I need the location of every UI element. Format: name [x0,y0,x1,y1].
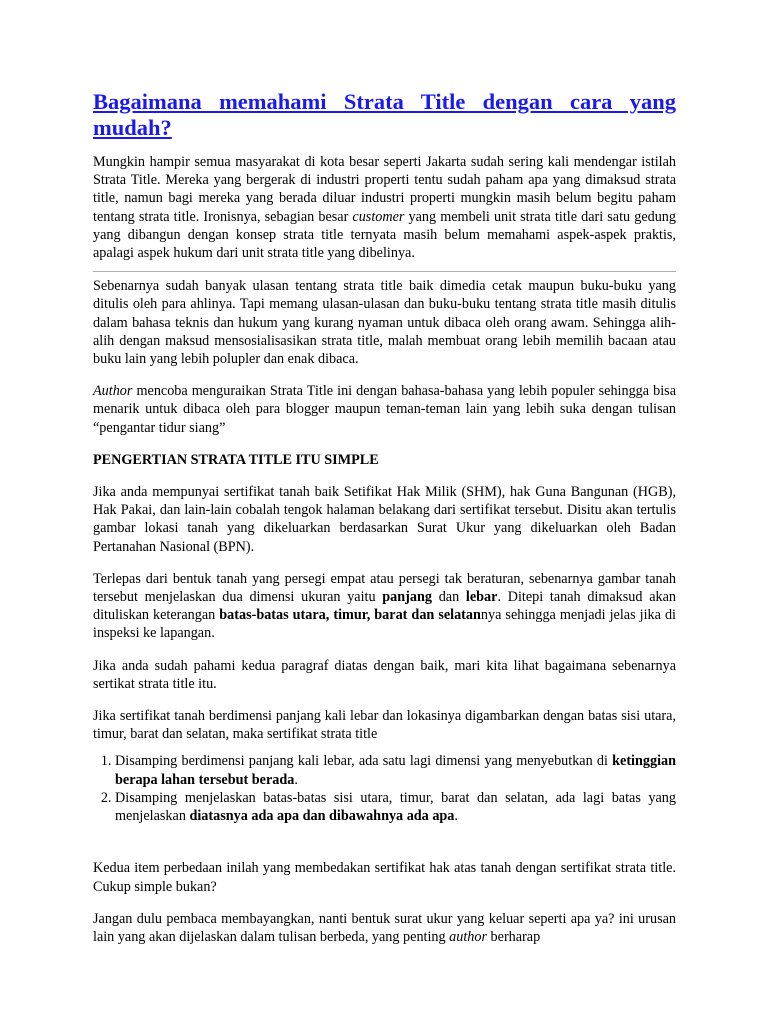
list-item-bold: ketinggian berapa lahan tersebut berada [115,753,676,788]
dimensions-text-b: dan [431,589,466,606]
intro-paragraph [93,153,676,262]
list-item [115,789,676,825]
paragraph-certificate: Jika anda mempunyai sertifikat tanah baik Setifikat Hak Milik (SHM), hak Guna Bangunan (HGB), Hak Pakai, dan lain-lain cobalah tengok halaman belakang dari sertifikat tersebut. Disitu akan tertulis gambar lokasi tanah yang dikeluarkan berdasarkan Surat Ukur yang dikeluarkan oleh Badan Pertanahan Nasional (BPN). [93,484,676,555]
list-item-end: . [294,771,298,788]
intro-text-b: yang membeli unit strata title dari satu gedung yang dibangun dengan konsep strata title ternyata masih belum memahami aspek-aspek praktis, apalagi aspek hukum dari unit strata title yang dibelinya. [93,208,676,262]
bold-panjang: panjang [382,589,432,606]
list-item-text: Disamping menjelaskan batas-batas sisi utara, timur, barat dan selatan, ada lagi batas yang menjelaskan [115,789,676,825]
paragraph-understand: Jika anda sudah pahami kedua paragraf diatas dengan baik, mari kita lihat bagaimana sebenarnya sertikat strata title itu. [93,657,676,692]
paragraph-author [93,382,676,437]
difference-list [93,752,676,825]
intro-text-a: Mungkin hampir semua masyarakat di kota besar seperti Jakarta sudah sering kali mendengar istilah Strata Title. Mereka yang bergerak di industri properti tentu sudah paham apa yang dimaksud strata title, namun bagi mereka yang berada diluar industri properti mungkin masih belum begitu paham tentang strata title. Ironisnya, sebagian besar [93,154,676,225]
closing-text-b: berharap [487,928,541,945]
intro-emphasis-customer: customer [352,208,405,225]
section-heading: PENGERTIAN STRATA TITLE ITU SIMPLE [93,451,379,468]
bold-lebar: lebar [465,589,498,606]
closing-text-a: Jangan dulu pembaca membayangkan, nanti bentuk surat ukur yang keluar seperti apa ya? ini urusan lain yang akan dijelaskan dalam tulisan berbeda, yang penting [93,910,676,945]
closing-emphasis-author: author [449,928,487,945]
paragraph-dimensions [93,570,676,643]
document-page [93,89,676,946]
divider-line [93,271,676,272]
article-title-link[interactable]: Bagaimana memahami Strata Title dengan cara yang mudah? [93,89,676,140]
bold-batas: batas-batas utara, timur, barat dan selatan [219,607,481,624]
dimensions-text-a: Terlepas dari bentuk tanah yang persegi empat atau persegi tak beraturan, sebenarnya gambar tanah tersebut menjelaskan dua dimensi ukuran yaitu [93,570,676,606]
list-item-text: Disamping berdimensi panjang kali lebar, ada satu lagi dimensi yang menyebutkan di [115,753,613,770]
paragraph-closing [93,910,676,946]
list-item-bold: diatasnya ada apa dan dibawahnya ada apa [189,808,455,825]
list-item [115,752,676,788]
dimensions-text-d: nya sehingga menjadi jelas jika di inspeksi ke lapangan. [93,607,676,642]
paragraph-reviews: Sebenarnya sudah banyak ulasan tentang strata title baik dimedia cetak maupun buku-buku yang ditulis oleh para ahlinya. Tapi memang ulasan-ulasan dan buku-buku tentang strata title masih ditulis dalam bahasa teknis dan hukum yang kurang nyaman untuk dibaca oleh orang awam. Sehingga alih-alih dengan maksud mensosialisasikan strata title, malah membuat orang lebih memilih bacaan atau buku lain yang lebih polupler dan enak dibaca. [93,278,676,368]
paragraph-difference: Kedua item perbedaan inilah yang membedakan sertifikat hak atas tanah dengan sertifikat strata title. Cukup simple bukan? [93,860,676,895]
paragraph-strata-intro: Jika sertifikat tanah berdimensi panjang kali lebar dan lokasinya digambarkan dengan batas sisi utara, timur, barat dan selatan, maka sertifikat strata title [93,708,676,743]
dimensions-text-c: . Ditepi tanah dimaksud akan dituliskan keterangan [93,589,676,624]
author-emphasis: Author [93,383,133,400]
list-item-end: . [454,808,458,825]
author-text: mencoba menguraikan Strata Title ini dengan bahasa-bahasa yang lebih populer sehingga bisa menarik untuk dibaca oleh para blogger maupun teman-teman lain yang lebih suka dengan tulisan “pengantar tidur siang” [93,383,676,436]
